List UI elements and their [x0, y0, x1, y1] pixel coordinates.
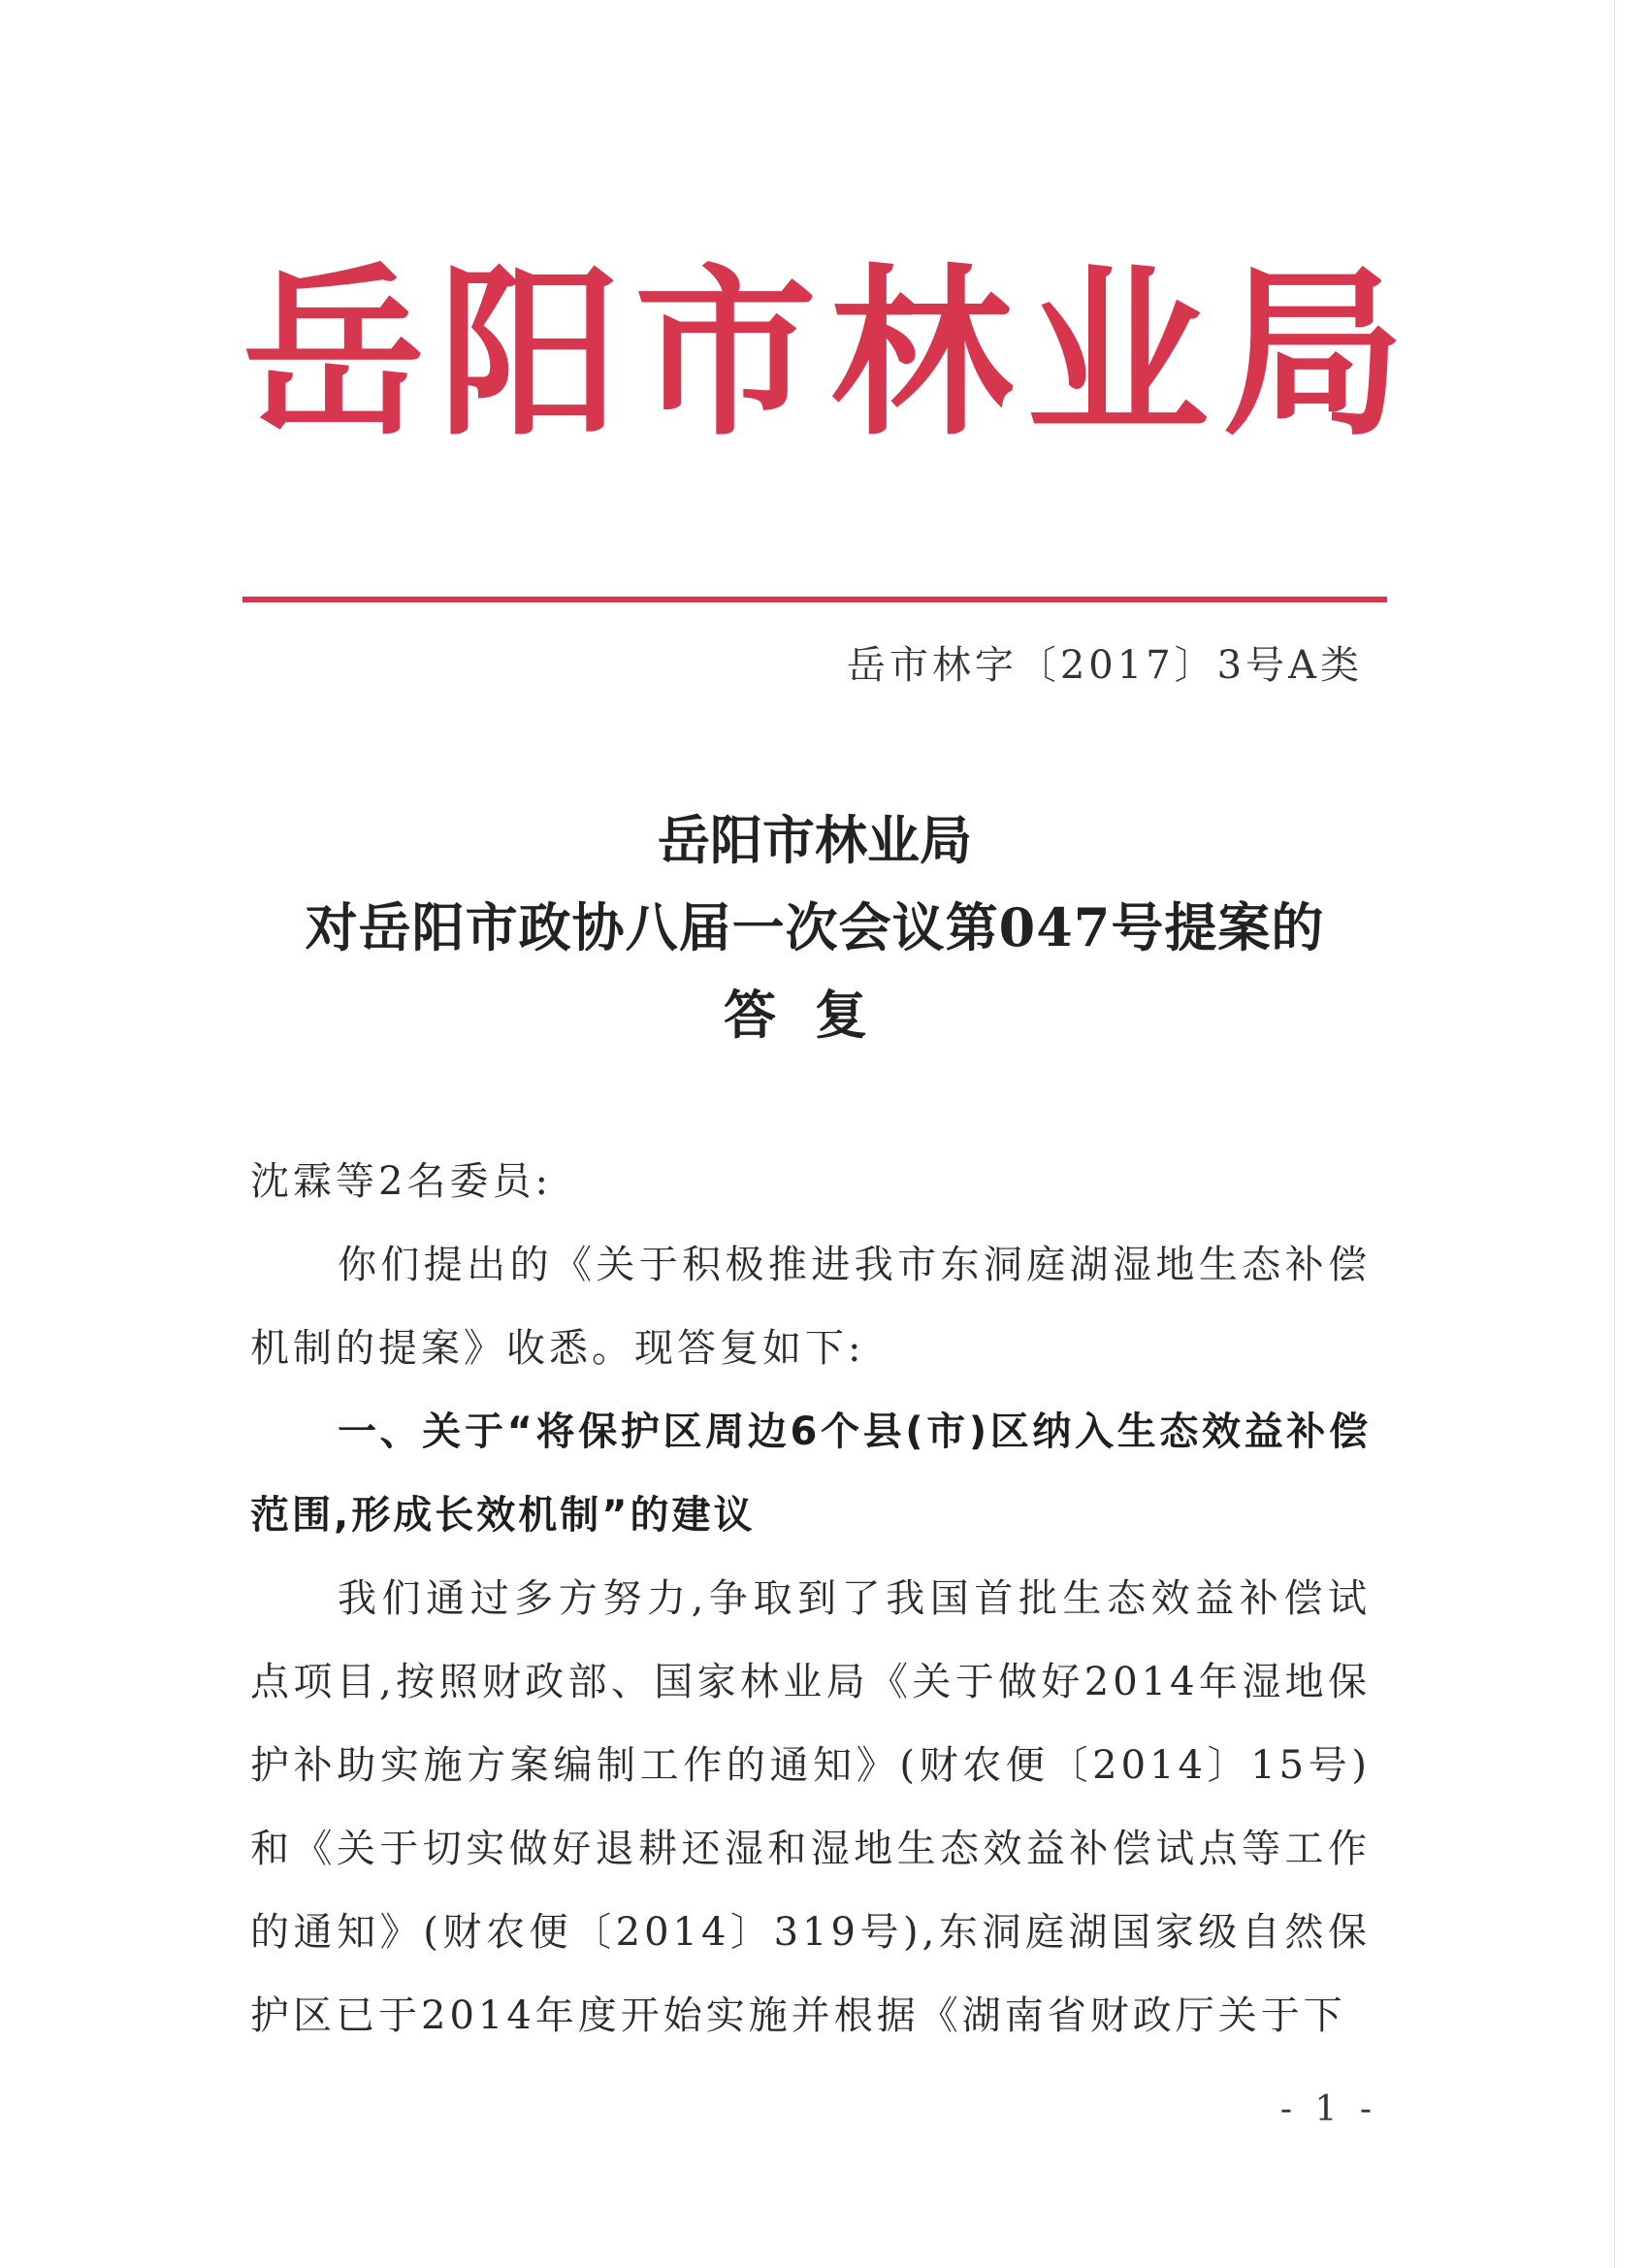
letterhead-divider — [242, 597, 1387, 602]
document-number: 岳市林字〔2017〕3号A类 — [846, 643, 1363, 688]
page-edge-shadow — [1614, 0, 1615, 2268]
paragraph-body: 我们通过多方努力,争取到了我国首批生态效益补偿试点项目,按照财政部、国家林业局《关于做好2014年湿地保护补助实施方案编制工作的通知》(财农便〔2014〕15号)和《关于切实做好退耕还湿和湿地生态效益补偿试点等工作的通知》(财农便〔2014〕319号),东洞庭湖国家级自然保护区已于2014年度开始实施并根据《湖南省财政厅关于下 — [250, 1576, 1371, 2038]
letterhead-title: 岳阳市林业局 — [242, 246, 1418, 461]
title-line-1: 岳阳市林业局 — [658, 809, 972, 871]
page-number: - 1 - — [1279, 2090, 1377, 2129]
salutation: 沈霖等2名委员: — [250, 1159, 552, 1204]
title-line-3: 答复 — [724, 984, 906, 1046]
section-heading-1: 一、关于“将保护区周边6个县(市)区纳入生态效益补偿范围,形成长效机制”的建议 — [250, 1409, 1371, 1538]
title-line-2: 对岳阳市政协八届一次会议第047号提案的 — [305, 896, 1325, 958]
paragraph-intro: 你们提出的《关于积极推进我市东洞庭湖湿地生态补偿机制的提案》收悉。现答复如下: — [250, 1243, 1371, 1371]
